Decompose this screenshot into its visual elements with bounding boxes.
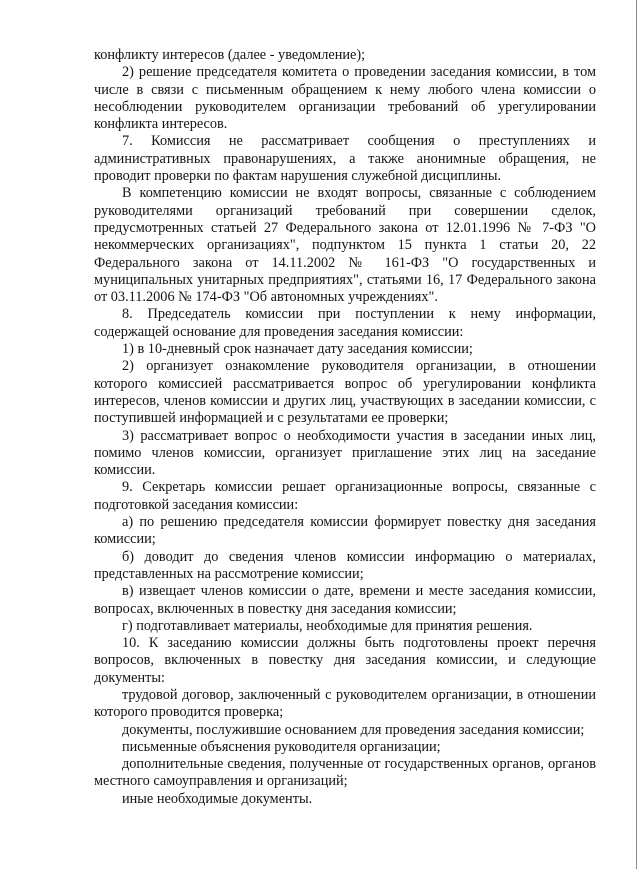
paragraph-continuation: конфликту интересов (далее - уведомление); [94,47,366,63]
scan-edge-line [636,0,637,869]
paragraph-section-7: 7. Комиссия не рассматривает сообщения о преступлениях и административных правонарушениях, а также анонимные обращения, не проводит проверки по фактам нарушения служебной дисциплины. [94,133,596,185]
paragraph-8-item-1: 1) в 10-дневный срок назначает дату заседания комиссии; [122,341,473,358]
paragraph-competence: В компетенцию комиссии не входят вопросы, связанные с соблюдением руководителями организаций требований при совершении сделок, предусмотренных статьей 27 Федерального закона от 12.01.1996 № 7-ФЗ "О некоммерческих организациях", подпунктом 15 пункта 1 статьи 20, 22 Федерального закона от 14.11.2002 № 161-ФЗ "О государственных и муниципальных унитарных предприятиях", статьями 16, 17 Федерального закона от 03.11.2006 № 174-ФЗ "Об автономных учреждениях". [94,185,596,306]
paragraph-8-item-2: 2) организует ознакомление руководителя организации, в отношении которого комиссией рассматривается вопрос об урегулировании конфликта интересов, членов комиссии и других лиц, участвующих в заседании комиссии, с поступившей информацией и с результатами ее проверки; [94,358,596,427]
paragraph-section-10: 10. К заседанию комиссии должны быть подготовлены проект перечня вопросов, включенных в повестку дня заседания комиссии, и следующие документы: [94,635,596,686]
document-list-item-grounds: документы, послужившие основанием для проведения заседания комиссии; [122,721,585,738]
paragraph-9-item-v: в) извещает членов комиссии о дате, времени и месте заседания комиссии, вопросах, включенных в повестку дня заседания комиссии; [94,583,596,617]
document-list-item-contract: трудовой договор, заключенный с руководителем организации, в отношении которого проводится проверка; [94,686,596,721]
document-list-item-explanations: письменные объяснения руководителя организации; [122,738,441,755]
paragraph-9-item-b: б) доводит до сведения членов комиссии информацию о материалах, представленных на рассмотрение комиссии; [94,548,596,582]
document-list-item-additional-info: дополнительные сведения, полученные от государственных органов, органов местного самоуправления и организаций; [94,756,596,790]
paragraph-9-item-g: г) подготавливает материалы, необходимые для принятия решения. [122,617,533,634]
paragraph-item-2: 2) решение председателя комитета о проведении заседания комиссии, в том числе в связи с письменным обращением к нему любого члена комиссии о несоблюдении руководителем организации требований об урегулировании конфликта интересов. [94,64,596,133]
document-body [94,47,596,808]
paragraph-section-9: 9. Секретарь комиссии решает организационные вопросы, связанные с подготовкой заседания комиссии: [94,479,596,513]
paragraph-8-item-3: 3) рассматривает вопрос о необходимости участия в заседании иных лиц, помимо членов комиссии, организует приглашение этих лиц на заседание комиссии. [94,427,596,479]
paragraph-9-item-a: а) по решению председателя комиссии формирует повестку дня заседания комиссии; [94,514,596,548]
document-list-item-other: иные необходимые документы. [122,790,313,807]
paragraph-section-8: 8. Председатель комиссии при поступлении к нему информации, содержащей основание для проведения заседания комиссии: [94,306,596,340]
